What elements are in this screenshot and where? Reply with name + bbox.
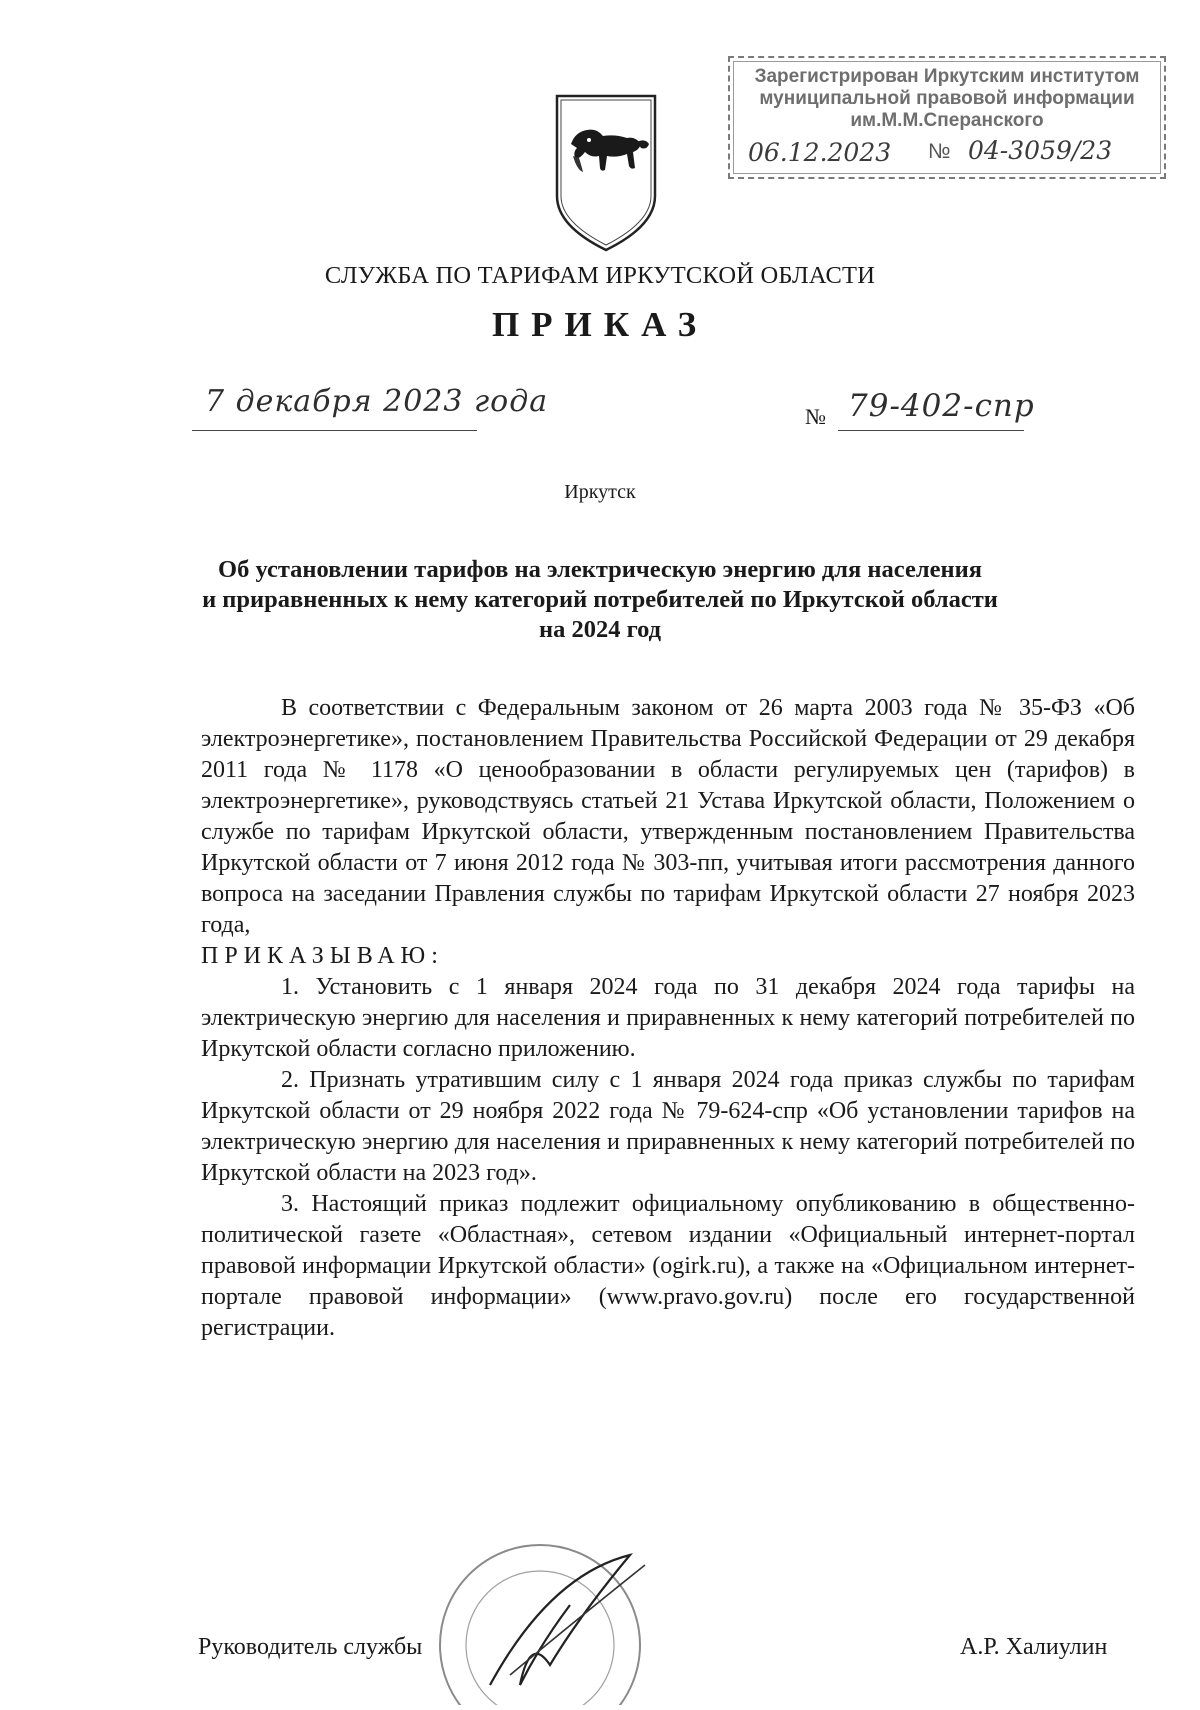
stamp-number-handwritten: 04-3059/23	[968, 136, 1113, 165]
registration-stamp	[728, 56, 1168, 181]
decree-word: ПРИКАЗЫВАЮ:	[201, 943, 444, 969]
document-title	[0, 555, 1200, 645]
document-body	[201, 693, 1135, 1344]
city: Иркутск	[564, 481, 636, 503]
stamp-number-label: №	[928, 140, 951, 163]
order-number-label: №	[805, 404, 826, 429]
date-underline	[192, 430, 477, 431]
round-seal	[430, 1535, 660, 1705]
coat-of-arms-icon	[553, 92, 659, 254]
item-1: 1. Установить с 1 января 2024 года по 31 декабря 2024 года тарифы на электрическую энергию для населения и приравненных к нему категорий потребителей по Иркутской области согласно приложению.	[201, 974, 1135, 1062]
title-line-2: и приравненных к нему категорий потребителей по Иркутской области	[202, 586, 998, 613]
stamp-line-3: им.М.М.Сперанского	[850, 110, 1044, 131]
document-type: ПРИКАЗ	[491, 305, 709, 344]
stamp-date-handwritten: 06.12.2023	[748, 138, 892, 167]
title-line-1: Об установлении тарифов на электрическую энергию для населения	[218, 556, 982, 583]
preamble-paragraph: В соответствии с Федеральным законом от 26 марта 2003 года № 35-ФЗ «Об электроэнергетике», постановлением Правительства Российской Федерации от 29 декабря 2011 года № 1178 «О ценообразовании в области регулируемых цен (тарифов) в электроэнергетике», руководствуясь статьей 21 Устава Иркутской области, Положением о службе по тарифам Иркутской области, утвержденным постановлением Правительства Иркутской области от 7 июня 2012 года № 303-пп, учитывая итоги рассмотрения данного вопроса на заседании Правления службы по тарифам Иркутской области 27 ноября 2023 года,	[201, 695, 1135, 938]
signature-name: А.Р. Халиулин	[960, 1634, 1108, 1660]
agency-name: СЛУЖБА ПО ТАРИФАМ ИРКУТСКОЙ ОБЛАСТИ	[324, 262, 876, 289]
item-3: 3. Настоящий приказ подлежит официальному опубликованию в общественно-политической газете «Областная», сетевом издании «Официальный интернет-портал правовой информации Иркутской области» (ogirk.ru), а также на «Официальном интернет-портале правовой информации» (www.pravo.gov.ru) после его государственной регистрации.	[201, 1191, 1135, 1341]
stamp-line-1: Зарегистрирован Иркутским институтом	[754, 66, 1140, 87]
order-date-handwritten: 7 декабря 2023 года	[205, 384, 549, 419]
number-underline	[838, 430, 1024, 431]
stamp-line-2: муниципальной правовой информации	[759, 88, 1135, 109]
order-number-handwritten: 79-402-спр	[848, 388, 1035, 424]
title-line-3: на 2024 год	[538, 616, 662, 643]
item-2: 2. Признать утратившим силу с 1 января 2024 года приказ службы по тарифам Иркутской области от 29 ноября 2022 года № 79-624-спр «Об установлении тарифов на электрическую энергию для населения и приравненных к нему категорий потребителей по Иркутской области на 2023 год».	[201, 1067, 1135, 1186]
signature-role: Руководитель службы	[198, 1634, 423, 1660]
